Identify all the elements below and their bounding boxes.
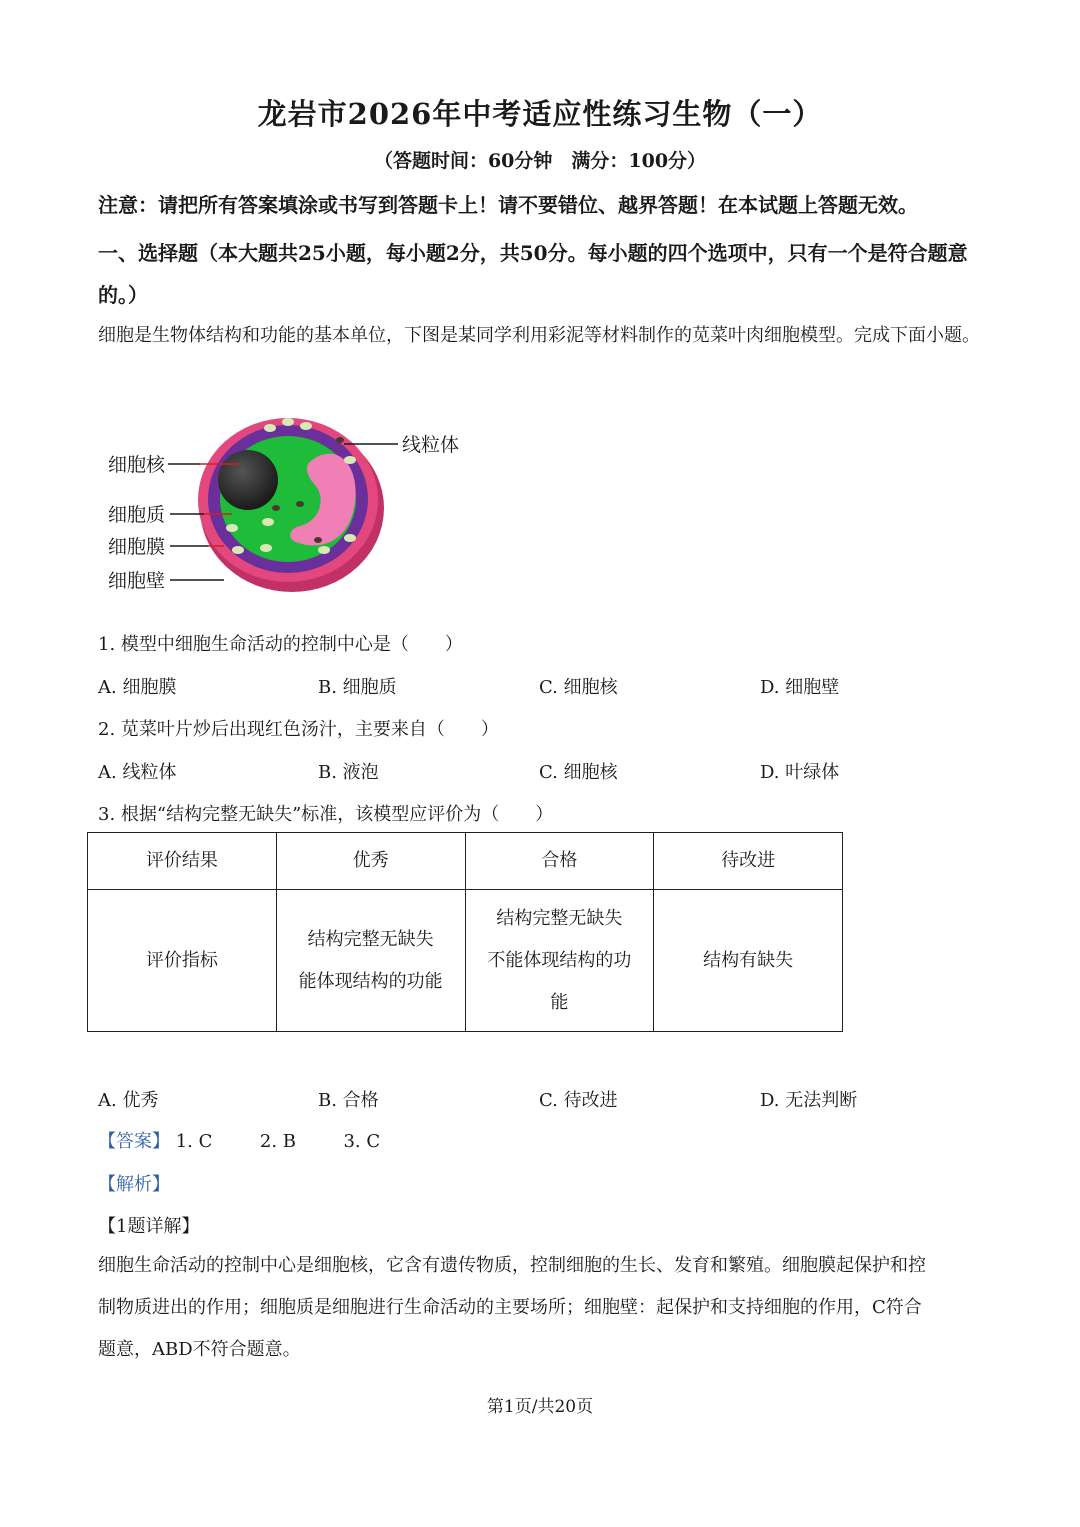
cell-line: 结构完整无缺失	[496, 907, 623, 929]
detail-line: 细胞生命活动的控制中心是细胞核，它含有遗传物质，控制细胞的生长、发育和繁殖。细胞膜起保护和控	[98, 1255, 926, 1276]
label-nucleus: 细胞核	[108, 454, 166, 476]
chloroplast	[344, 456, 356, 464]
label-membrane: 细胞膜	[108, 536, 166, 558]
q2-option-b: B. 液泡	[318, 762, 379, 783]
question-1: 1. 模型中细胞生命活动的控制中心是（ ）	[98, 634, 463, 655]
table-cell	[654, 890, 843, 1032]
detail-title: 【1题详解】	[98, 1216, 200, 1237]
chloroplast	[264, 424, 276, 432]
section-title: 一、选择题（本大题共25小题，每小题2分，共50分。每小题的四个选项中，只有一个是符合题意的。）	[98, 241, 968, 307]
table-cell	[465, 890, 654, 1032]
analysis-tag: 【解析】	[98, 1174, 170, 1195]
cell-model-diagram	[100, 400, 500, 610]
cell-line: 结构完整无缺失	[307, 928, 434, 950]
exam-info: （答题时间：60分钟 满分：100分）	[373, 150, 707, 172]
table-row-label: 评价指标	[88, 890, 277, 1032]
answer-line	[98, 1127, 380, 1153]
answer-tag: 【答案】	[98, 1131, 170, 1152]
question-2: 2. 苋菜叶片炒后出现红色汤汁，主要来自（ ）	[98, 719, 499, 740]
chloroplast	[262, 518, 274, 526]
q2-option-c: C. 细胞核	[539, 762, 618, 783]
chloroplast	[226, 524, 238, 532]
table-cell	[276, 890, 465, 1032]
nucleus	[218, 450, 278, 510]
q3-option-d: D. 无法判断	[760, 1090, 858, 1111]
detail-line: 制物质进出的作用；细胞质是细胞进行生命活动的主要场所；细胞壁：起保护和支持细胞的作用，C符合	[98, 1297, 922, 1318]
chloroplast	[344, 534, 356, 542]
table-header-cell: 待改进	[654, 833, 843, 890]
cell-line: 能	[550, 991, 569, 1013]
evaluation-table	[87, 832, 843, 1032]
answer-item: 2. B	[259, 1131, 296, 1152]
label-mitochondria: 线粒体	[402, 434, 460, 456]
chloroplast	[282, 418, 294, 426]
table-row	[88, 890, 843, 1032]
label-wall: 细胞壁	[108, 570, 166, 592]
answer-item: 3. C	[343, 1131, 381, 1152]
chloroplast	[232, 546, 244, 554]
q1-option-c: C. 细胞核	[539, 677, 618, 698]
notice: 注意：请把所有答案填涂或书写到答题卡上！请不要错位、越界答题！在本试题上答题无效。	[98, 193, 918, 217]
detail-paragraph	[98, 1245, 983, 1371]
q3-option-b: B. 合格	[318, 1090, 379, 1111]
cell-line: 不能体现结构的功	[487, 949, 632, 971]
chloroplast	[300, 422, 312, 430]
mitochondrion	[314, 537, 322, 543]
q1-option-b: B. 细胞质	[318, 677, 397, 698]
cell-line: 能体现结构的功能	[298, 970, 443, 992]
mitochondrion	[296, 501, 304, 507]
table-header-cell: 优秀	[276, 833, 465, 890]
chloroplast	[318, 546, 330, 554]
cell-line: 结构有缺失	[703, 949, 794, 971]
mitochondrion	[272, 505, 280, 511]
q1-option-d: D. 细胞壁	[760, 677, 840, 698]
q3-option-c: C. 待改进	[539, 1090, 618, 1111]
q2-option-d: D. 叶绿体	[760, 762, 840, 783]
table-header-cell: 合格	[465, 833, 654, 890]
page-number: 第1页/共20页	[486, 1397, 594, 1417]
answer-item: 1. C	[175, 1131, 213, 1152]
detail-line: 题意，ABD不符合题意。	[98, 1339, 301, 1360]
q3-option-a: A. 优秀	[98, 1090, 159, 1111]
page-title: 龙岩市2026年中考适应性练习生物（一）	[257, 97, 823, 131]
intro-paragraph: 细胞是生物体结构和功能的基本单位，下图是某同学利用彩泥等材料制作的苋菜叶肉细胞模型。完成下面小题。	[98, 325, 980, 346]
label-cytoplasm: 细胞质	[108, 504, 166, 526]
table-header-cell: 评价结果	[88, 833, 277, 890]
q1-option-a: A. 细胞膜	[98, 677, 177, 698]
chloroplast	[260, 544, 272, 552]
mitochondrion	[336, 437, 344, 443]
q2-option-a: A. 线粒体	[98, 762, 177, 783]
question-3: 3. 根据“结构完整无缺失”标准，该模型应评价为（ ）	[98, 804, 554, 825]
table-header-row	[88, 833, 843, 890]
